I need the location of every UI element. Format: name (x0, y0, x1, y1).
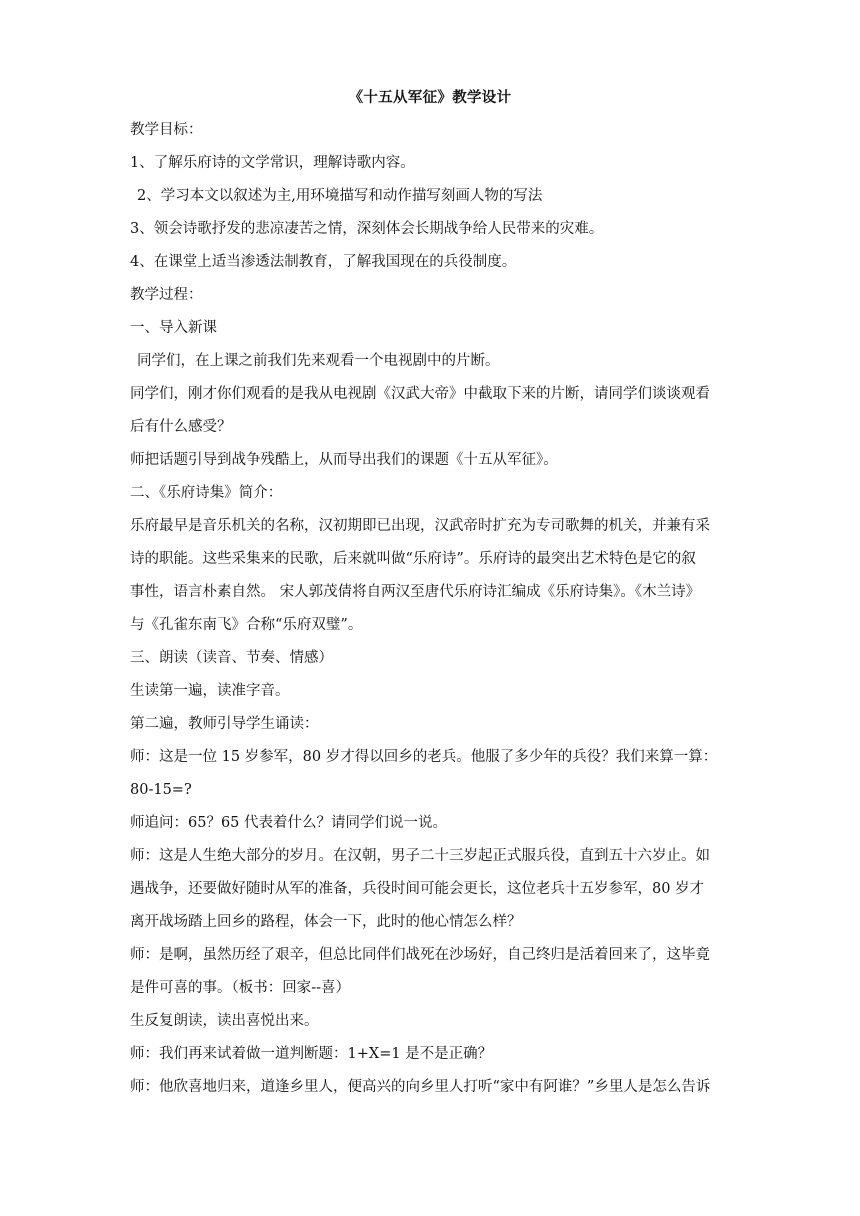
step-heading-yuefu: 二、《乐府诗集》简介： (130, 485, 283, 501)
paragraph-line: 师追问：65？65 代表着什么？请同学们说一说。 (130, 815, 448, 831)
paragraph-line: 是件可喜的事。（板书：回家--喜） (130, 980, 351, 996)
paragraph-line: 第二遍，教师引导学生诵读： (130, 716, 319, 732)
paragraph-line: 师：他欣喜地归来，道逢乡里人，便高兴的向乡里人打听“家中有阿谁？”乡里人是怎么告诉 (130, 1079, 711, 1095)
objective-3: 3、领会诗歌抒发的悲凉凄苦之情，深刻体会长期战争给人民带来的灾难。 (130, 221, 604, 237)
paragraph-line: 遇战争，还要做好随时从军的准备，兵役时间可能会更长，这位老兵十五岁参军，80 岁才 (130, 881, 705, 897)
paragraph-line: 师：我们再来试着做一道判断题：1+X=1 是不是正确？ (130, 1046, 493, 1062)
objective-1: 1、了解乐府诗的文学常识，理解诗歌内容。 (130, 155, 415, 171)
paragraph-line: 事性，语言朴素自然。 宋人郭茂倩将自两汉至唐代乐府诗汇编成《乐府诗集》。《木兰诗》 (130, 584, 701, 600)
paragraph-line: 同学们，在上课之前我们先来观看一个电视剧中的片断。 (137, 353, 500, 369)
paragraph-line: 生读第一遍，读准字音。 (130, 683, 290, 699)
document-body (130, 121, 742, 1111)
paragraph-line: 80-15=? (130, 782, 192, 798)
section-heading-process: 教学过程： (130, 287, 203, 303)
paragraph-line: 离开战场踏上回乡的路程，体会一下，此时的他心情怎么样？ (130, 914, 522, 930)
paragraph-line: 诗的职能。这些采集来的民歌，后来就叫做“乐府诗”。乐府诗的最突出艺术特色是它的叙 (130, 551, 696, 567)
paragraph-line: 师：是啊，虽然历经了艰辛，但总比同伴们战死在沙场好，自己终归是活着回来了，这毕竟 (130, 947, 710, 963)
step-heading-introduction: 一、导入新课 (130, 320, 217, 336)
paragraph-line: 与《孔雀东南飞》合称“乐府双璧”。 (130, 617, 363, 633)
objective-4: 4、在课堂上适当渗透法制教育，了解我国现在的兵役制度。 (130, 254, 517, 270)
paragraph-line: 生反复朗读，读出喜悦出来。 (130, 1013, 319, 1029)
step-heading-reading: 三、朗读（读音、节奏、情感） (130, 650, 333, 666)
paragraph-line: 同学们，刚才你们观看的是我从电视剧《汉武大帝》中截取下来的片断，请同学们谈谈观看 (130, 386, 710, 402)
paragraph-line: 后有什么感受？ (130, 419, 232, 435)
paragraph-line: 师：这是一位 15 岁参军，80 岁才得以回乡的老兵。他服了多少年的兵役？我们来算一算： (130, 749, 718, 765)
paragraph-line: 师：这是人生绝大部分的岁月。在汉朝，男子二十三岁起正式服兵役，直到五十六岁止。如 (130, 848, 710, 864)
objective-2: 2、学习本文以叙述为主,用环境描写和动作描写刻画人物的写法 (137, 188, 543, 204)
paragraph-line: 师把话题引导到战争残酷上，从而导出我们的课题《十五从军征》。 (130, 452, 558, 468)
paragraph-line: 乐府最早是音乐机关的名称，汉初期即已出现，汉武帝时扩充为专司歌舞的机关，并兼有采 (130, 518, 710, 534)
document-title: 《十五从军征》教学设计 (348, 89, 512, 106)
section-heading-objectives: 教学目标： (130, 122, 203, 138)
